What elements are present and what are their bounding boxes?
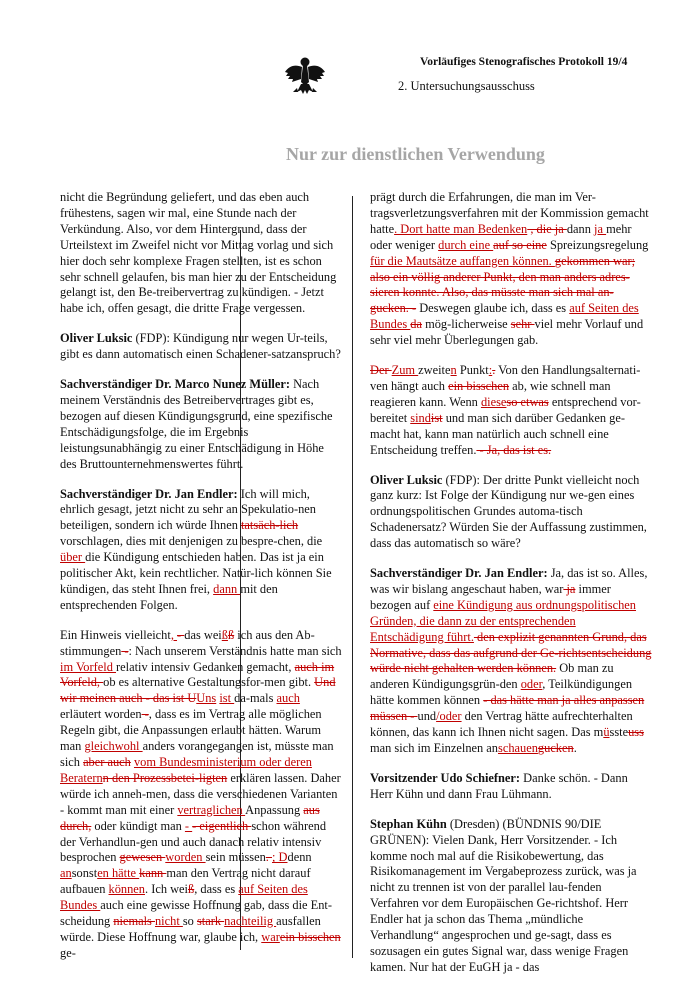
insertion: worden: [165, 850, 206, 865]
deletion: da: [410, 317, 422, 332]
deletion: n den Prozessbetei-ligten: [102, 770, 228, 785]
insertion: ß: [221, 627, 228, 642]
deletion: auf so eine: [493, 237, 547, 252]
bundestag-eagle-icon: [283, 52, 327, 96]
deletion: stark: [196, 914, 225, 929]
speaker-name: Oliver Luksic: [60, 331, 133, 346]
deletion: ist: [430, 410, 443, 425]
watermark: Nur zur dienstlichen Verwendung: [286, 144, 545, 164]
insertion: n: [450, 363, 457, 378]
deletion: aus durch,: [60, 802, 320, 833]
insertion: . Dort hatte man Bedenken: [394, 221, 528, 236]
paragraph: Oliver Luksic (FDP): Kündigung nur wegen Ur-teils, gibt es dann automatisch einen Schadener-satzanspruch?: [60, 331, 341, 362]
deletion: - Ja, das ist es.: [476, 442, 552, 457]
deletion: gucken: [537, 741, 574, 755]
protocol-title: Vorläufiges Stenografisches Protokoll 19/4: [420, 56, 628, 68]
insertion: Zum: [391, 363, 419, 378]
insertion: können: [108, 882, 145, 897]
deletion: .: [492, 363, 496, 378]
paragraph: Oliver Luksic (FDP): Der dritte Punkt vielleicht noch ganz kurz: Ist Folge der Kündigung nur we-gen eines ordnungspolitischen Grundes automa-tisch Schadenersatz? Würden Sie der Auffassung zustimmen, dass das automatisch so wäre?: [370, 472, 647, 551]
insertion: nicht: [154, 914, 183, 929]
paragraph: Sachverständiger Dr. Jan Endler: Ich will mich, ehrlich gesagt, jetzt nicht zu sehr an Spekulatio-nen beteiligen, sondern ich würde Ihnen tatsäch-lich vorschlagen, dies mit denjenigen zu bespre-chen, die über die Kündigung entschieden haben. Das ist ja ein politischer Akt, kein rechtlicher. Natür-lich können Sie kündigen, das steht Ihnen frei, dann mit den entsprechenden Folgen.: [60, 486, 332, 612]
speaker-name: Vorsitzender Udo Schiefner:: [370, 770, 521, 785]
paragraph: Der Zum zweiten Punkt:. Von den Handlungsalternati-ven hängt auch ein bisschen ab, wie schnell man reagieren kann. Wenn dieseso etwas entsprechend vor-bereitet sindist und man sich darüber Gedanken ge-macht hat, kann man natürlich auch schnell eine Entscheidung treffen. - Ja, das ist es.: [370, 363, 641, 457]
insertion: vom Bundesministerium oder deren Beratern: [60, 755, 312, 785]
insertion: oder: [520, 677, 543, 692]
deletion: auch im Vorfeld,: [60, 659, 335, 690]
deletion: ein bisschen: [448, 378, 510, 393]
insertion: über: [60, 550, 86, 565]
deletion: gekommen war; also ein völlig anderer Punkt, den man anders adres-sieren konnte. Also, das müsste man sich mal an-gucken. -: [370, 253, 636, 316]
insertion: dann: [213, 581, 241, 596]
left-column: [60, 190, 342, 976]
right-column: [370, 190, 652, 990]
deletion: , die ja: [527, 221, 567, 236]
insertion: diese: [480, 394, 507, 409]
committee-name: 2. Untersuchungsausschuss: [398, 79, 535, 93]
deletion: Der: [370, 363, 392, 378]
insertion: im Vorfeld: [60, 659, 116, 674]
insertion: durch eine: [438, 237, 494, 252]
speaker-name: Oliver Luksic: [370, 472, 443, 487]
insertion: en hätte: [97, 866, 140, 881]
insertion: Uns: [196, 691, 217, 706]
insertion: eine Kündigung aus ordnungspolitischen Gründen, die dann zu der entsprechenden Entschädigung führt.: [370, 597, 636, 644]
paragraph: Ein Hinweis vielleicht, - das weißß ich aus den Ab-stimmungen -: Nach unserem Verständnis hatte man sich im Vorfeld relativ intensiv Gedanken gemacht, auch im Vorfeld, ob es alternative Gestaltungsfor-men gibt. Und wir meinen auch - das ist UUns ist da-mals auch erläutert worden -, dass es im Vertrag alle möglichen Regeln gibt, die Anpassungen erlaubt hätten. Warum man gleichwohl anders vorangegangen ist, müsste man sich aber auch vom Bundesministerium oder deren Beraternn den Prozessbetei-ligten erklären lassen. Daher würde ich anneh-men, dass die verschiedenen Varianten - kommt man mit einer vertraglichen Anpassung aus durch, oder kündigt man - - eigentlich schon während der Verhandlun-gen und auch danach relativ intensiv besprochen gewesen worden sein müssen. ; Ddenn ansonsten hätte kann man den Vertrag nicht darauf aufbauen können. Ich weiß, dass es auf Seiten des Bundes auch eine gewisse Hoffnung gab, dass die Ent-scheidung niemals nicht so stark nachteilig ausfallen würde. Diese Hoffnung war, glaube ich, warein bisschen ge-: [60, 627, 342, 960]
insertion: /oder: [436, 709, 462, 724]
insertion: vertraglichen: [177, 802, 246, 817]
deletion: -: [121, 643, 129, 658]
paragraph: prägt durch die Erfahrungen, die man im Ver-tragsverletzungsverfahren mit der Kommission gemacht hatte. Dort hatte man Bedenken , die ja dann ja mehr oder weniger durch eine auf so eine Spreizungsregelung für die Mautsätze auffangen können. gekommen war; also ein völlig anderer Punkt, den man anders adres-sieren konnte. Also, das müsste man sich mal an-gucken. - Deswegen glaube ich, dass es auf Seiten des Bundes da mög-licherweise sehr viel mehr Vorlauf und sehr viel mehr Überlegungen gab.: [370, 190, 649, 348]
deletion: -: [177, 627, 185, 642]
deletion: Und wir meinen auch: [60, 675, 336, 706]
deletion: so etwas: [506, 394, 549, 409]
deletion: den explizit genannten Grund, das Normative, dass das aufgrund der Ge-richtsentscheidung würde nicht gehalten werden können.: [370, 629, 652, 676]
paragraph: Sachverständiger Dr. Marco Nunez Müller: Nach meinem Verständnis des Betreibervertrages gibt es, bezogen auf diesen Kündigungsgrund, eine spezifische Entschädigungsfolge, die im Ergebnis leistungsunabhängig zu einer Entschädigung in Höhe des Bruttounternehmenswertes führt.: [60, 377, 333, 471]
insertion: für die Mautsätze auffangen können.: [370, 253, 555, 268]
insertion: gleichwohl: [84, 739, 143, 754]
insertion: auf Seiten des Bundes: [370, 301, 639, 332]
insertion: ; D: [272, 850, 288, 865]
deletion: uss: [628, 725, 644, 740]
paragraph: Sachverständiger Dr. Jan Endler: Ja, das ist so. Alles, was wir bislang angeschaut haben, war ja immer bezogen auf eine Kündigung aus ordnungspolitischen Gründen, die dann zu der entsprechenden Entschädigung führt. den explizit genannten Grund, das Normative, dass das aufgrund der Ge-richtsentscheidung würde nicht gehalten werden können. Ob man zu anderen Kündigungsgrün-den oder, Teilkündigungen hätte kommen können - das hätte man ja alles anpassen müssen - und/oder den Vertrag hätte aufrechterhalten können, das kann ich Ihnen nicht sagen. Das müssteuss man sich im Einzelnen anschauengucken.: [370, 566, 652, 755]
deletion: aber auch: [83, 755, 131, 769]
deletion: kann: [139, 866, 167, 881]
speaker-name: Stephan Kühn: [370, 816, 447, 831]
insertion: auch: [276, 691, 300, 706]
deletion: - eigentlich: [192, 818, 252, 833]
deletion: - das ist U: [142, 691, 197, 706]
speaker-name: Sachverständiger Dr. Jan Endler:: [370, 566, 548, 581]
deletion: tatsäch-lich: [240, 518, 299, 533]
speaker-name: Sachverständiger Dr. Marco Nunez Müller:: [60, 377, 290, 392]
speaker-name: Sachverständiger Dr. Jan Endler:: [60, 486, 238, 501]
deletion: ß: [227, 627, 235, 642]
insertion: sind: [410, 410, 431, 425]
deletion: ja: [563, 581, 576, 596]
paragraph: Stephan Kühn (Dresden) (BÜNDNIS 90/DIE GRÜNEN): Vielen Dank, Herr Vorsitzender. - Ich komme noch mal auf die Risikobewertung, das Risikomanagement im Vergabeprozess zurück, was ja nicht zu trennen ist von der parallel lau-fenden Verfahren vor dem Europäischen Ge-richtshof. Herr Endler hat ja schon das Thema „mündliche Verhandlung“ angesprochen und ge-sagt, dass es sozusagen ein gutes Signal war, dass wenige Fragen kamen. Nur hat der EuGH ja - das: [370, 816, 637, 974]
column-divider: [352, 196, 353, 958]
deletion: ß: [188, 882, 195, 897]
insertion: ja: [594, 221, 607, 236]
deletion: ein bisschen: [279, 929, 341, 944]
deletion: sehr: [510, 317, 535, 332]
insertion: ist: [219, 691, 235, 706]
deletion: gewesen: [119, 850, 166, 865]
paragraph: Vorsitzender Udo Schiefner: Danke schön. - Dann Herr Kühn und dann Frau Lühmann.: [370, 770, 628, 801]
insertion: auf Seiten des Bundes: [60, 882, 308, 913]
insertion: an: [60, 866, 72, 881]
insertion: ü: [603, 725, 610, 740]
deletion: niemals: [113, 914, 155, 929]
paragraph: nicht die Begründung geliefert, und das eben auch frühestens, sagen wir mal, eine Stunde nach der Verkündung. Also, vor dem Hintergrund, dass der Urteilstext im Zweifel nicht vor Mittag vorlag und sich hier doch sehr komplexe Fragen stellten, ist es schon sehr schnell gelaufen, bis man hier zu der Entscheidung gelangt ist, den Be-treibervertrag zu kündigen. - Jetzt habe ich, offen gesagt, die dritte Frage vergessen.: [60, 190, 337, 316]
insertion: nachteilig: [224, 914, 277, 929]
deletion: -: [141, 707, 149, 722]
deletion: - das hätte man ja alles anpassen müssen -: [370, 693, 645, 724]
insertion: :: [488, 363, 493, 378]
insertion: ,: [170, 627, 178, 642]
insertion: schauen: [498, 741, 538, 755]
deletion: .: [265, 850, 272, 865]
insertion: -: [184, 818, 193, 833]
insertion: war: [261, 929, 280, 944]
